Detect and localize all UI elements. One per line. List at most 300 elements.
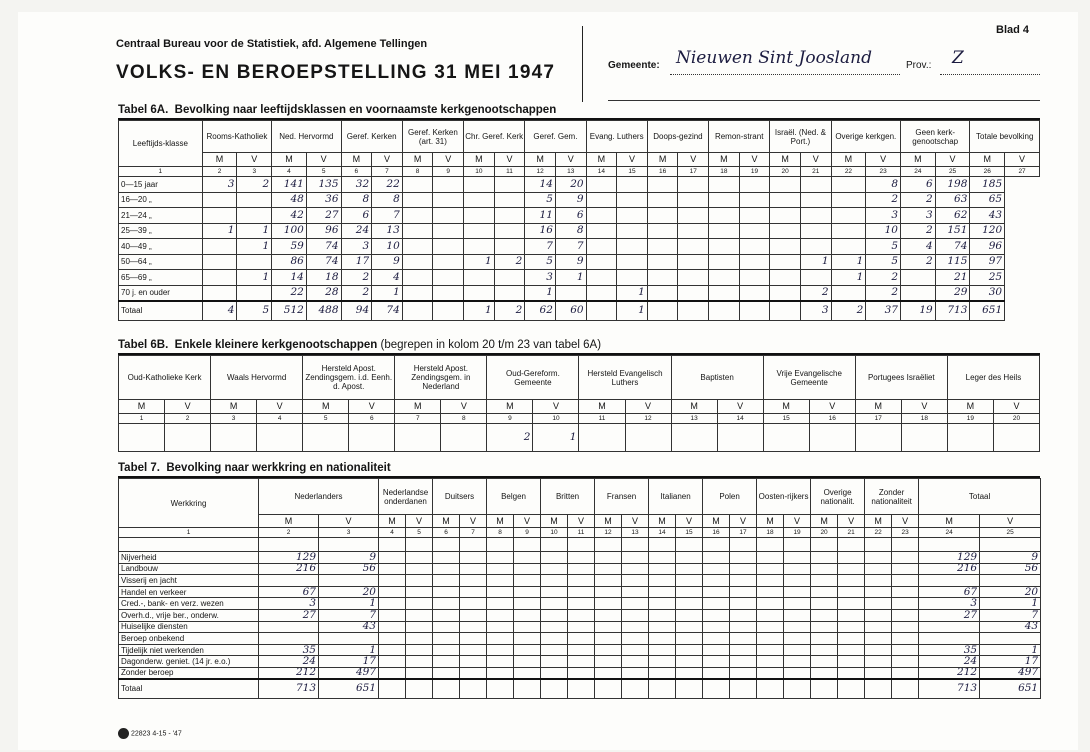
empty-cell <box>865 609 892 621</box>
sex-v-header: V <box>935 153 970 167</box>
sex-m-header: M <box>341 153 372 167</box>
table-row <box>119 223 1040 239</box>
sex-v-header: V <box>460 515 487 528</box>
data-cell: 8 <box>555 223 586 239</box>
empty-cell <box>541 563 568 575</box>
total-row <box>119 301 1040 321</box>
empty-cell <box>541 609 568 621</box>
empty-cell <box>892 598 919 610</box>
table-row <box>119 552 1041 564</box>
data-cell <box>119 424 165 452</box>
data-cell <box>494 270 525 286</box>
empty-cell <box>595 644 622 656</box>
data-cell: 129 <box>259 552 319 564</box>
total-cell: 94 <box>341 301 372 321</box>
empty-cell <box>433 679 460 698</box>
empty-cell <box>514 656 541 668</box>
column-number: 18 <box>901 414 947 424</box>
sex-v-header: V <box>306 153 341 167</box>
data-cell <box>831 223 866 239</box>
table7-group-header: Overige nationalit. <box>811 479 865 515</box>
data-cell <box>739 177 770 193</box>
column-number: 3 <box>211 414 257 424</box>
total-cell: 512 <box>272 301 307 321</box>
empty-cell <box>676 667 703 679</box>
sex-m-header: M <box>395 400 441 414</box>
empty-cell <box>406 633 433 645</box>
data-cell <box>647 177 678 193</box>
empty-cell <box>703 575 730 587</box>
empty-cell <box>649 575 676 587</box>
column-number: 7 <box>372 167 403 177</box>
data-cell <box>831 177 866 193</box>
data-cell <box>901 424 947 452</box>
sex-m-header: M <box>272 153 307 167</box>
sex-m-header: M <box>770 153 801 167</box>
sex-v-header: V <box>617 153 648 167</box>
table6b-group-header: Baptisten <box>671 356 763 400</box>
spacer-cell <box>319 538 379 552</box>
total-cell <box>586 301 617 321</box>
empty-cell <box>379 552 406 564</box>
column-number: 5 <box>303 414 349 424</box>
data-cell <box>739 239 770 255</box>
printer-mark-icon <box>118 728 129 739</box>
spacer-cell <box>865 538 892 552</box>
data-cell <box>980 633 1041 645</box>
spacer-cell <box>649 538 676 552</box>
data-cell: 2 <box>866 192 901 208</box>
empty-cell <box>568 633 595 645</box>
empty-cell <box>433 598 460 610</box>
data-cell <box>441 424 487 452</box>
sex-v-header: V <box>809 400 855 414</box>
data-cell <box>993 424 1039 452</box>
table6b-group-header: Hersteld Apost. Zendingsgem. in Nederland <box>395 356 487 400</box>
municipality-value: Nieuwen Sint Joosland <box>676 48 872 68</box>
empty-cell <box>622 656 649 668</box>
data-cell <box>259 575 319 587</box>
empty-cell <box>433 621 460 633</box>
empty-cell <box>838 575 865 587</box>
data-cell: 4 <box>372 270 403 286</box>
table6a <box>118 120 1040 321</box>
empty-cell <box>838 598 865 610</box>
empty-cell <box>757 575 784 587</box>
data-cell: 22 <box>372 177 403 193</box>
column-number: 4 <box>257 414 303 424</box>
data-cell: 9 <box>980 552 1041 564</box>
table7-group-header: Britten <box>541 479 595 515</box>
row-label: Handel en verkeer <box>119 586 259 598</box>
empty-cell <box>514 609 541 621</box>
spacer-cell <box>119 538 259 552</box>
column-number: 9 <box>487 414 533 424</box>
table-row <box>119 254 1040 270</box>
data-cell: 216 <box>259 563 319 575</box>
sex-m-header: M <box>259 515 319 528</box>
data-cell: 24 <box>259 656 319 668</box>
sex-m-header: M <box>595 515 622 528</box>
table6b-title: Tabel 6B. Enkele kleinere kerkgenootschappen (begrepen in kolom 20 t/m 23 van tabel 6A) <box>118 339 602 351</box>
total-cell: 488 <box>306 301 341 321</box>
data-cell <box>625 424 671 452</box>
empty-cell <box>784 598 811 610</box>
agency-name: Centraal Bureau voor de Statistiek, afd. Algemene Tellingen <box>116 38 428 50</box>
data-cell: 43 <box>319 621 379 633</box>
sex-m-header: M <box>402 153 433 167</box>
table-row <box>119 644 1041 656</box>
province-label: Prov.: <box>906 60 932 71</box>
column-number: 12 <box>625 414 671 424</box>
empty-cell <box>730 644 757 656</box>
sex-v-header: V <box>349 400 395 414</box>
empty-cell <box>784 656 811 668</box>
empty-cell <box>595 563 622 575</box>
row-label: Landbouw <box>119 563 259 575</box>
data-cell <box>678 223 709 239</box>
sex-v-header: V <box>555 153 586 167</box>
data-cell <box>831 192 866 208</box>
data-cell <box>237 254 272 270</box>
sex-m-header: M <box>811 515 838 528</box>
data-cell: 67 <box>919 586 980 598</box>
data-cell <box>202 239 237 255</box>
empty-cell <box>622 609 649 621</box>
empty-cell <box>784 552 811 564</box>
data-cell: 1 <box>464 254 495 270</box>
empty-cell <box>865 621 892 633</box>
total-cell <box>709 301 740 321</box>
empty-cell <box>460 644 487 656</box>
data-cell <box>433 270 464 286</box>
sex-m-header: M <box>947 400 993 414</box>
empty-cell <box>595 679 622 698</box>
header-rule <box>608 100 1040 101</box>
column-number: 15 <box>676 528 703 538</box>
empty-cell <box>379 609 406 621</box>
sex-m-header: M <box>757 515 784 528</box>
column-number: 16 <box>703 528 730 538</box>
sex-v-header: V <box>622 515 649 528</box>
column-number: 17 <box>678 167 709 177</box>
empty-cell <box>811 563 838 575</box>
data-cell: 27 <box>259 609 319 621</box>
row-label: 21—24 „ <box>119 208 203 224</box>
sex-v-header: V <box>433 153 464 167</box>
empty-cell <box>406 667 433 679</box>
data-cell: 30 <box>970 285 1005 301</box>
column-number: 18 <box>757 528 784 538</box>
empty-cell <box>622 679 649 698</box>
table-row <box>119 633 1041 645</box>
empty-cell <box>622 621 649 633</box>
total-cell: 3 <box>800 301 831 321</box>
column-number: 14 <box>586 167 617 177</box>
empty-cell <box>811 679 838 698</box>
table6a-group-header: Geen kerk-genootschap <box>901 121 970 153</box>
data-cell: 20 <box>555 177 586 193</box>
data-cell <box>709 239 740 255</box>
sex-v-header: V <box>406 515 433 528</box>
data-cell: 27 <box>306 208 341 224</box>
data-cell: 35 <box>919 644 980 656</box>
column-number: 16 <box>809 414 855 424</box>
table6a-group-header: Remon-strant <box>709 121 770 153</box>
empty-cell <box>406 563 433 575</box>
data-cell <box>202 270 237 286</box>
spacer-cell <box>892 538 919 552</box>
empty-cell <box>514 644 541 656</box>
empty-cell <box>811 575 838 587</box>
data-cell: 120 <box>970 223 1005 239</box>
column-number: 20 <box>811 528 838 538</box>
data-cell: 14 <box>272 270 307 286</box>
data-cell <box>919 621 980 633</box>
table7-group-header: Nederlanders <box>259 479 379 515</box>
table6a-group-header: Chr. Geref. Kerk <box>464 121 525 153</box>
empty-cell <box>757 633 784 645</box>
table-row <box>119 667 1041 679</box>
data-cell: 212 <box>259 667 319 679</box>
empty-cell <box>433 609 460 621</box>
data-cell <box>464 177 495 193</box>
empty-cell <box>838 667 865 679</box>
data-cell <box>433 239 464 255</box>
column-number: 26 <box>970 167 1005 177</box>
empty-cell <box>892 621 919 633</box>
spacer-cell <box>730 538 757 552</box>
data-cell <box>464 285 495 301</box>
empty-cell <box>676 563 703 575</box>
empty-cell <box>595 656 622 668</box>
data-cell: 21 <box>935 270 970 286</box>
data-cell <box>433 192 464 208</box>
data-cell <box>678 239 709 255</box>
empty-cell <box>649 552 676 564</box>
table7-group-header: Duitsers <box>433 479 487 515</box>
empty-cell <box>514 667 541 679</box>
header-divider <box>582 26 583 102</box>
sex-v-header: V <box>533 400 579 414</box>
column-number: 25 <box>980 528 1041 538</box>
table-row <box>119 609 1041 621</box>
empty-cell <box>595 586 622 598</box>
column-number: 6 <box>433 528 460 538</box>
data-cell <box>739 223 770 239</box>
empty-cell <box>541 575 568 587</box>
row-label: Tijdelijk niet werkenden <box>119 644 259 656</box>
column-number: 20 <box>770 167 801 177</box>
data-cell <box>709 254 740 270</box>
empty-cell <box>730 563 757 575</box>
table6a-group-header: Rooms-Katholiek <box>202 121 271 153</box>
table7-group-header: Italianen <box>649 479 703 515</box>
empty-cell <box>757 563 784 575</box>
empty-cell <box>703 598 730 610</box>
data-cell: 1 <box>202 223 237 239</box>
data-cell <box>647 285 678 301</box>
table7-group-header: Nederlandse onderdanen <box>379 479 433 515</box>
data-cell: 14 <box>525 177 556 193</box>
sex-v-header: V <box>800 153 831 167</box>
data-cell: 67 <box>259 586 319 598</box>
data-cell <box>237 285 272 301</box>
spacer-cell <box>622 538 649 552</box>
data-cell <box>647 270 678 286</box>
data-cell <box>919 633 980 645</box>
empty-cell <box>595 609 622 621</box>
data-cell: 25 <box>970 270 1005 286</box>
data-cell <box>770 223 801 239</box>
data-cell: 1 <box>831 254 866 270</box>
empty-cell <box>379 598 406 610</box>
empty-cell <box>892 575 919 587</box>
data-cell <box>259 621 319 633</box>
empty-cell <box>811 667 838 679</box>
data-cell: 135 <box>306 177 341 193</box>
empty-cell <box>703 609 730 621</box>
data-cell <box>671 424 717 452</box>
empty-cell <box>703 656 730 668</box>
empty-cell <box>541 621 568 633</box>
data-cell <box>586 223 617 239</box>
total-cell: 2 <box>494 301 525 321</box>
data-cell <box>901 270 936 286</box>
sex-v-header: V <box>514 515 541 528</box>
data-cell: 43 <box>980 621 1041 633</box>
data-cell: 24 <box>341 223 372 239</box>
spacer-cell <box>919 538 980 552</box>
sex-m-header: M <box>586 153 617 167</box>
data-cell <box>678 254 709 270</box>
table6a-group-header: Overige kerkgen. <box>831 121 900 153</box>
sex-m-header: M <box>202 153 237 167</box>
empty-cell <box>865 586 892 598</box>
data-cell: 8 <box>372 192 403 208</box>
empty-cell <box>703 563 730 575</box>
data-cell <box>809 424 855 452</box>
table6a-group-header: Geref. Kerken <box>341 121 402 153</box>
data-cell <box>647 208 678 224</box>
column-number: 15 <box>617 167 648 177</box>
data-cell <box>433 254 464 270</box>
data-cell <box>770 177 801 193</box>
data-cell <box>586 254 617 270</box>
column-number: 8 <box>487 528 514 538</box>
empty-cell <box>757 656 784 668</box>
empty-cell <box>865 575 892 587</box>
sex-m-header: M <box>464 153 495 167</box>
empty-cell <box>757 552 784 564</box>
data-cell: 2 <box>800 285 831 301</box>
row-label: Overh.d., vrije ber., onderw. <box>119 609 259 621</box>
sex-v-header: V <box>730 515 757 528</box>
data-cell: 62 <box>935 208 970 224</box>
data-cell: 17 <box>341 254 372 270</box>
data-cell <box>800 177 831 193</box>
spacer-cell <box>811 538 838 552</box>
municipality-line <box>670 74 900 75</box>
data-cell: 18 <box>306 270 341 286</box>
data-cell: 3 <box>341 239 372 255</box>
census-form-sheet <box>18 12 1078 750</box>
column-number: 6 <box>349 414 395 424</box>
table6b-group-header: Hersteld Apost. Zendingsgem. i.d. Eenh. d. Apost. <box>303 356 395 400</box>
empty-cell <box>838 563 865 575</box>
sex-v-header: V <box>892 515 919 528</box>
data-cell: 2 <box>341 270 372 286</box>
data-cell: 3 <box>866 208 901 224</box>
total-cell <box>678 301 709 321</box>
empty-cell <box>892 656 919 668</box>
table-row <box>119 424 1040 452</box>
empty-cell <box>487 679 514 698</box>
empty-cell <box>865 563 892 575</box>
data-cell <box>617 192 648 208</box>
sex-v-header: V <box>165 400 211 414</box>
empty-cell <box>865 633 892 645</box>
empty-cell <box>811 586 838 598</box>
empty-cell <box>676 679 703 698</box>
empty-cell <box>514 586 541 598</box>
column-number: 23 <box>892 528 919 538</box>
data-cell: 22 <box>272 285 307 301</box>
column-number: 3 <box>237 167 272 177</box>
spacer-cell <box>433 538 460 552</box>
empty-cell <box>541 667 568 679</box>
data-cell <box>494 177 525 193</box>
spacer-cell <box>703 538 730 552</box>
data-cell: 2 <box>237 177 272 193</box>
data-cell <box>464 239 495 255</box>
data-cell <box>763 424 809 452</box>
spacer-cell <box>676 538 703 552</box>
data-cell: 141 <box>272 177 307 193</box>
total-cell: 5 <box>237 301 272 321</box>
column-number: 23 <box>866 167 901 177</box>
empty-cell <box>730 633 757 645</box>
data-cell: 28 <box>306 285 341 301</box>
empty-cell <box>379 586 406 598</box>
data-cell: 9 <box>372 254 403 270</box>
data-cell <box>617 270 648 286</box>
column-number: 1 <box>119 414 165 424</box>
data-cell: 1 <box>372 285 403 301</box>
empty-cell <box>379 656 406 668</box>
data-cell: 36 <box>306 192 341 208</box>
data-cell <box>579 424 625 452</box>
empty-cell <box>460 586 487 598</box>
data-cell: 1 <box>237 270 272 286</box>
data-cell <box>494 192 525 208</box>
empty-cell <box>622 552 649 564</box>
data-cell: 7 <box>319 609 379 621</box>
sex-m-header: M <box>709 153 740 167</box>
column-number: 9 <box>433 167 464 177</box>
empty-cell <box>595 667 622 679</box>
data-cell: 2 <box>866 270 901 286</box>
data-cell <box>770 192 801 208</box>
sex-m-header: M <box>487 400 533 414</box>
total-cell: 37 <box>866 301 901 321</box>
data-cell <box>739 270 770 286</box>
empty-cell <box>433 563 460 575</box>
data-cell <box>709 223 740 239</box>
spacer-cell <box>980 538 1041 552</box>
empty-cell <box>892 633 919 645</box>
empty-cell <box>568 575 595 587</box>
